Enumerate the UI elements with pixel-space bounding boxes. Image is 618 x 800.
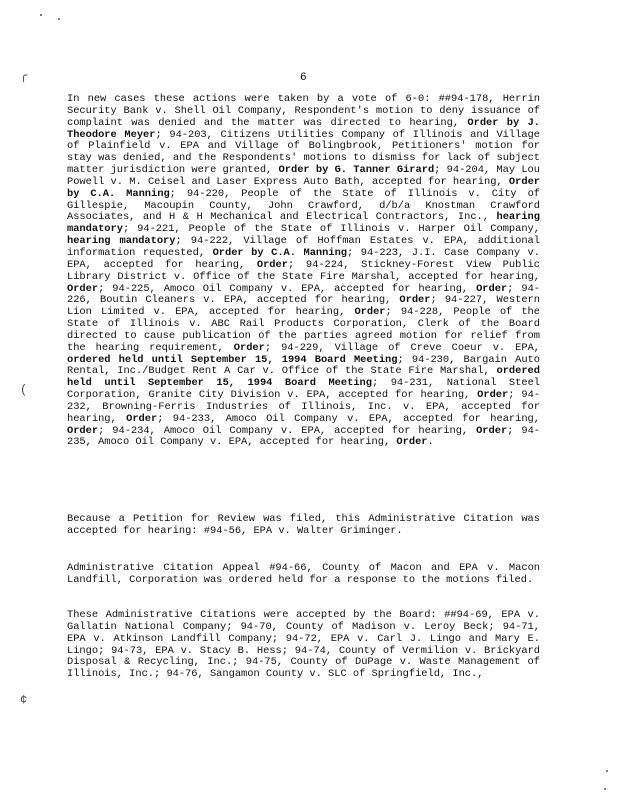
scan-speck <box>40 14 42 16</box>
scan-speck <box>604 788 606 790</box>
paragraph-citations-accepted: These Administrative Citations were accepted by the Board: ##94-69, EPA v. Gallatin National Company; 94-70, County of Madison v. Leroy Beck; 94-71, EPA v. Atkinson Landfill Company; 94-72, EPA v. Carl J. Lingo and Mary E. Lingo; 94-73, EPA v. Stacy B. Hess; 94-74, County of Vermilion v. Brickyard Disposal & Recycling, Inc.; 94-75, County of DuPage v. Waste Management of Illinois, Inc.; 94-76, Sangamon County v. SLC of Springfield, Inc., <box>67 609 540 681</box>
paragraph-new-cases: In new cases these actions were taken by a vote of 6-0: ##94-178, Herrin Security Bank v. Shell Oil Company, Respondent's motion to deny issuance of complaint was denied and the matter was directed to hearing, Order by J. Theodore Meyer; 94-203, Citizens Utilities Company of Illinois and Village of Plainfield v. EPA and Village of Bolingbrook, Petitioners' motion for stay was denied, and the Respondents' motions to dismiss for lack of subject matter jurisdiction were granted, Order by G. Tanner Girard; 94-204, May Lou Powell v. M. Ceisel and Laser Express Auto Bath, accepted for hearing, Order by C.A. Manning; 94-220, People of the State of Illinois v. City of Gillespie, Macoupin County, John Crawford, d/b/a Knostman Crawford Associates, and H & H Mechanical and Electrical Contractors, Inc., hearing mandatory; 94-221, People of the State of Illinois v. Harper Oil Company, hearing mandatory; 94-222, Village of Hoffman Estates v. EPA, additional information requested, Order by C.A. Manning; 94-223, J.I. Case Company v. EPA, accepted for hearing, Order; 94-224, Stickney-Forest View Public Library District v. Office of the State Fire Marshal, accepted for hearing, Order; 94-225, Amoco Oil Company v. EPA, accepted for hearing, Order; 94-226, Boutin Cleaners v. EPA, accepted for hearing, Order; 94-227, Western Lion Limited v. EPA, accepted for hearing, Order; 94-228, People of the State of Illinois v. ABC Rail Products Corporation, Clerk of the Board directed to cause publication of the parties agreed motion for relief from the hearing requirement, Order; 94-229, Village of Creve Coeur v. EPA, ordered held until September 15, 1994 Board Meeting; 94-230, Bargain Auto Rental, Inc./Budget Rent A Car v. Office of the State Fire Marshal, ordered held until September 15, 1994 Board Meeting; 94-231, National Steel Corporation, Granite City Division v. EPA, accepted for hearing, Order; 94-232, Browning-Ferris Industries of Illinois, Inc. v. EPA, accepted for hearing, Order; 94-233, Amoco Oil Company v. EPA, accepted for hearing, Order; 94-234, Amoco Oil Company v. EPA, accepted for hearing, Order; 94-235, Amoco Oil Company v. EPA, accepted for hearing, Order. <box>67 93 541 449</box>
scan-mark-top-left: ╭ <box>20 69 28 83</box>
page-number: 6 <box>300 72 307 84</box>
paragraph-citation-appeal: Administrative Citation Appeal #94-66, County of Macon and EPA v. Macon Landfill, Corporation was ordered held for a response to the motions filed. <box>67 562 540 586</box>
scan-mark-mid-left: ( <box>20 383 28 397</box>
scan-speck <box>606 770 608 772</box>
scan-speck <box>58 18 60 20</box>
paragraph-petition-for-review: Because a Petition for Review was filed, this Administrative Citation was accepted for hearing: #94-56, EPA v. Walter Griminger. <box>67 513 540 537</box>
scan-mark-bottom-left: ¢ <box>20 693 28 707</box>
